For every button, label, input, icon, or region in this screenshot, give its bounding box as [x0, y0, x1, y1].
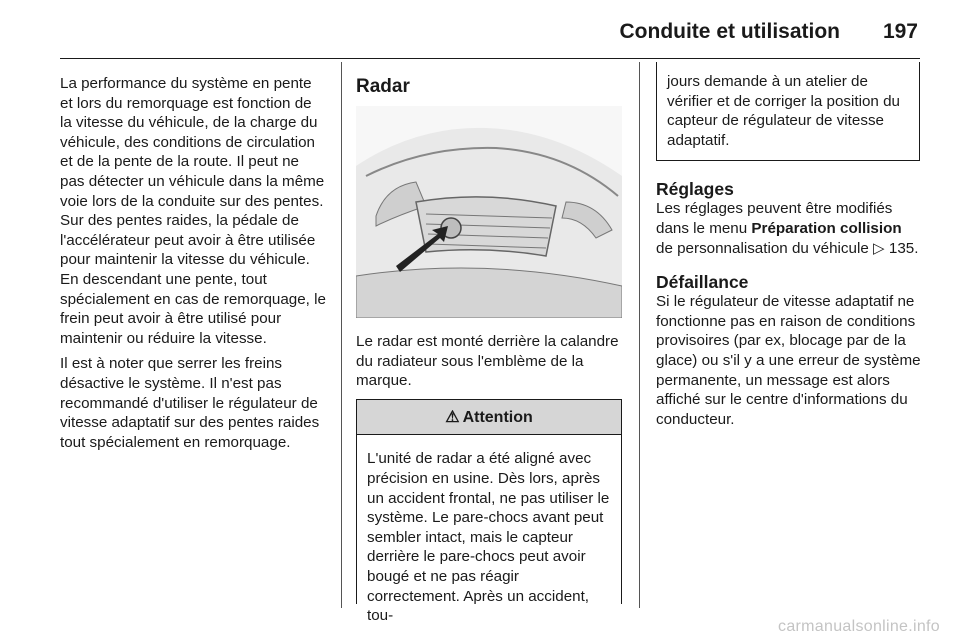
chapter-title: Conduite et utilisation	[619, 20, 840, 43]
section-heading-radar: Radar	[356, 76, 410, 97]
defaillance-text: Si le régulateur de vitesse adaptatif ne fonctionne pas en raison de conditions provisoires (par ex, blocage par de la glace) ou s'il y a une erreur de système permanente, un message est alors affiché sur le centre d'informations du conducteur.	[656, 293, 921, 428]
paragraph: La performance du système en pente et lors du remorquage est fonction de la vitesse du véhicule, de la charge du véhicule, des conditions de circulation et de la pente de la route. Il peut ne pas détecter un véhicule dans la même voie lors de la conduite sur des pentes. Sur des pentes raides, la pédale de l'accélérateur peut avoir à être utilisée pour maintenir la vitesse du véhicule. En descendant une pente, tout spécialement en cas de remorquage, le frein peut avoir à être utilisé pour maintenir ou réduire la vitesse.	[60, 75, 326, 347]
warning-header	[357, 400, 621, 436]
page-header	[60, 14, 920, 59]
column-divider	[341, 62, 342, 608]
section-defaillance	[656, 272, 922, 429]
warning-body	[357, 435, 621, 625]
column-right	[656, 74, 922, 443]
column-divider	[639, 62, 640, 608]
radar-location-illustration	[356, 106, 622, 318]
reglages-text: Les réglages peuvent être modifiés dans le menu	[656, 200, 893, 237]
page-reference[interactable]: 135.	[888, 239, 919, 257]
watermark: carmanualsonline.info	[778, 618, 940, 635]
reglages-text-b: de personnalisation du véhicule	[656, 239, 873, 257]
menu-name: Préparation collision	[751, 219, 902, 237]
warning-text: L'unité de radar a été aligné avec précision en usine. Dès lors, après un accident frontal, ne pas utiliser le système. Le pare-chocs avant peut sembler intact, mais le capteur derrière le pare-chocs peut avoir bougé et ne pas réagir correctement. Après un accident, tou-	[367, 450, 610, 625]
column-middle	[356, 74, 624, 625]
page-number: 197	[882, 20, 918, 43]
radar-caption: Le radar est monté derrière la calandre du radiateur sous l'emblème de la marque.	[356, 333, 619, 390]
paragraph: Il est à noter que serrer les freins désactive le système. Il n'est pas recommandé d'utiliser le régulateur de vitesse adaptatif sur des pentes raides tout spécialement en remorquage.	[60, 355, 320, 451]
warning-title: Attention	[462, 408, 533, 426]
warning-box-continued	[656, 62, 920, 161]
column-left	[60, 74, 326, 458]
warning-box	[356, 399, 622, 625]
warning-triangle-icon: ⚠	[445, 408, 460, 426]
warning-text-continued: jours demande à un atelier de vérifier et de corriger la position du capteur de régulateur de vitesse adaptatif.	[667, 73, 900, 149]
section-reglages	[656, 179, 922, 258]
section-heading-reglages: Réglages	[656, 179, 734, 200]
page-reference-icon: ▷	[873, 239, 889, 257]
section-heading-defaillance: Défaillance	[656, 272, 749, 293]
